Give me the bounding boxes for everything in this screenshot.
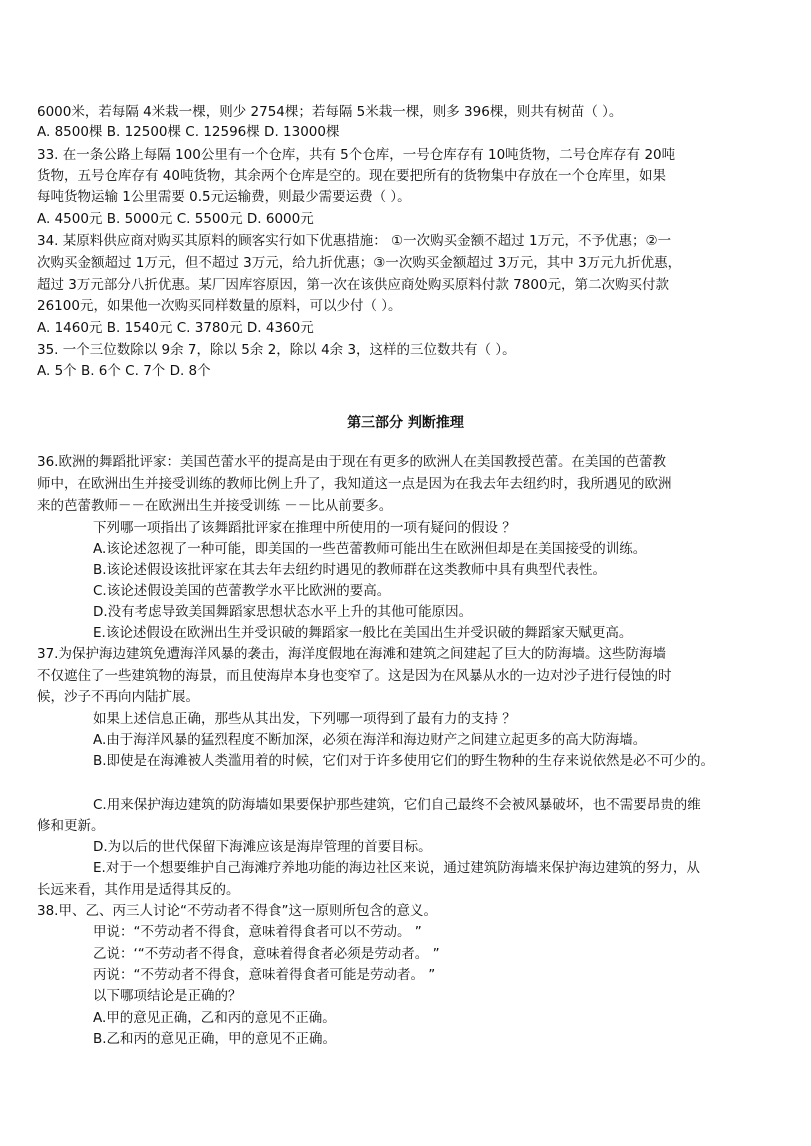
q36-option-d: D.没有考虑导致美国舞蹈家思想状态水平上升的其他可能原因。	[93, 604, 473, 620]
q37-option-c-1: C.用来保护海边建筑的防海墙如果要保护那些建筑，它们自己最终不会被风暴破坏，也不需要昂贵的维	[93, 797, 701, 813]
q33-text-3: 每吨货物运输 1公里需要 0.5元运输费，则最少需要运费（ ）。	[37, 189, 411, 205]
q36-question: 下列哪一项指出了该舞蹈批评家在推理中所使用的一项有疑问的假设 ？	[93, 520, 516, 536]
q36-text-1: 36.欧洲的舞蹈批评家：美国芭蕾水平的提高是由于现在有更多的欧洲人在美国教授芭蕾。在美国的芭蕾教	[37, 454, 666, 470]
q37-option-b: B.即使是在海滩被人类滥用着的时候，它们对于许多使用它们的野生物种的生存来说依然是必不可少的。	[93, 753, 715, 769]
q35-options: A. 5个 B. 6个 C. 7个 D. 8个	[37, 363, 211, 379]
q34-text-1: 34. 某原料供应商对购买其原料的顾客实行如下优惠措施： ①一次购买金额不超过 1万元，不予优惠；②一	[37, 233, 672, 249]
q33-text-2: 货物，五号仓库存有 40吨货物，其余两个仓库是空的。现在要把所有的货物集中存放在一个仓库里，如果	[37, 168, 666, 184]
q36-option-b: B.该论述假设该批评家在其去年去纽约时遇见的教师群在这类教师中具有典型代表性。	[93, 562, 607, 578]
q38-text: 38.甲、乙、丙三人讨论“不劳动者不得食”这一原则所包含的意义。	[37, 903, 437, 919]
q38-statement-yi: 乙说：‘“不劳动者不得食，意味着得食者必须是劳动者。 ”	[93, 946, 440, 962]
q37-text-2: 不仅遮住了一些建筑物的海景，而且使海岸本身也变窄了。这是因为在风暴从水的一边对沙子进行侵蚀的时	[37, 668, 672, 684]
q34-text-4: 26100元，如果他一次购买同样数量的原料，可以少付（ ）。	[37, 298, 402, 314]
q34-options: A. 1460元 B. 1540元 C. 3780元 D. 4360元	[37, 320, 314, 336]
q38-option-a: A.甲的意见正确，乙和丙的意见不正确。	[93, 1010, 336, 1026]
q34-text-3: 超过 3万元部分八折优惠。某厂因库容原因，第一次在该供应商处购买原料付款 7800元，第二次购买付款	[37, 277, 670, 293]
q35-text: 35. 一个三位数除以 9余 7，除以 5余 2，除以 4余 3，这样的三位数共有（ ）。	[37, 342, 516, 358]
q37-text-3: 候，沙子不再向内陆扩展。	[37, 689, 199, 705]
q32-options: A. 8500棵 B. 12500棵 C. 12596棵 D. 13000棵	[37, 124, 340, 140]
q33-options: A. 4500元 B. 5000元 C. 5500元 D. 6000元	[37, 211, 314, 227]
q36-text-2: 师中，在欧洲出生并接受训练的教师比例上升了，我知道这一点是因为在我去年去纽约时，我所遇见的欧洲	[37, 476, 672, 492]
q38-statement-bing: 丙说：“不劳动者不得食，意味着得食者可能是劳动者。 ”	[93, 967, 436, 983]
section-title: 第三部分 判断推理	[347, 415, 464, 431]
q34-text-2: 次购买金额超过 1万元，但不超过 3万元，给九折优惠；③一次购买金额超过 3万元，其中 3万元九折优惠，	[37, 255, 682, 271]
q37-text-1: 37.为保护海边建筑免遭海洋风暴的袭击，海洋度假地在海滩和建筑之间建起了巨大的防海墙。这些防海墙	[37, 646, 666, 662]
q36-text-3: 来的芭蕾教师－－在欧洲出生并接受训练 －－比从前要多。	[37, 498, 393, 514]
q36-option-e: E.该论述假设在欧洲出生并受识破的舞蹈家一般比在美国出生并受识破的舞蹈家天赋更高。	[93, 625, 633, 641]
q37-option-e-2: 长远来看，其作用是适得其反的。	[37, 882, 240, 898]
q37-option-d: D.为以后的世代保留下海滩应该是海岸管理的首要目标。	[93, 839, 432, 855]
q37-option-c-2: 修和更新。	[37, 818, 105, 834]
q37-option-a: A.由于海洋风暴的猛烈程度不断加深，必须在海洋和海边财产之间建立起更多的高大防海墙。	[93, 732, 647, 748]
q33-text-1: 33. 在一条公路上每隔 100公里有一个仓库，共有 5个仓库，一号仓库存有 10吨货物，二号仓库存有 20吨	[37, 147, 676, 163]
q38-option-b: B.乙和丙的意见正确，甲的意见不正确。	[93, 1031, 337, 1047]
q37-question: 如果上述信息正确，那些从其出发，下列哪一项得到了最有力的支持 ？	[93, 711, 516, 727]
q36-option-a: A.该论述忽视了一种可能，即美国的一些芭蕾教师可能出生在欧洲但却是在美国接受的训练。	[93, 541, 647, 557]
q38-question: 以下哪项结论是正确的？	[93, 988, 242, 1004]
q37-option-e-1: E.对于一个想要维护自己海滩疗养地功能的海边社区来说，通过建筑防海墙来保护海边建筑的努力，从	[93, 860, 700, 876]
q32-text: 6000米，若每隔 4米栽一棵，则少 2754棵；若每隔 5米栽一棵，则多 396棵，则共有树苗（ ）。	[37, 104, 623, 120]
q38-statement-jia: 甲说：“不劳动者不得食，意味着得食者可以不劳动。 ”	[93, 924, 422, 940]
q36-option-c: C.该论述假设美国的芭蕾教学水平比欧洲的要高。	[93, 583, 391, 599]
